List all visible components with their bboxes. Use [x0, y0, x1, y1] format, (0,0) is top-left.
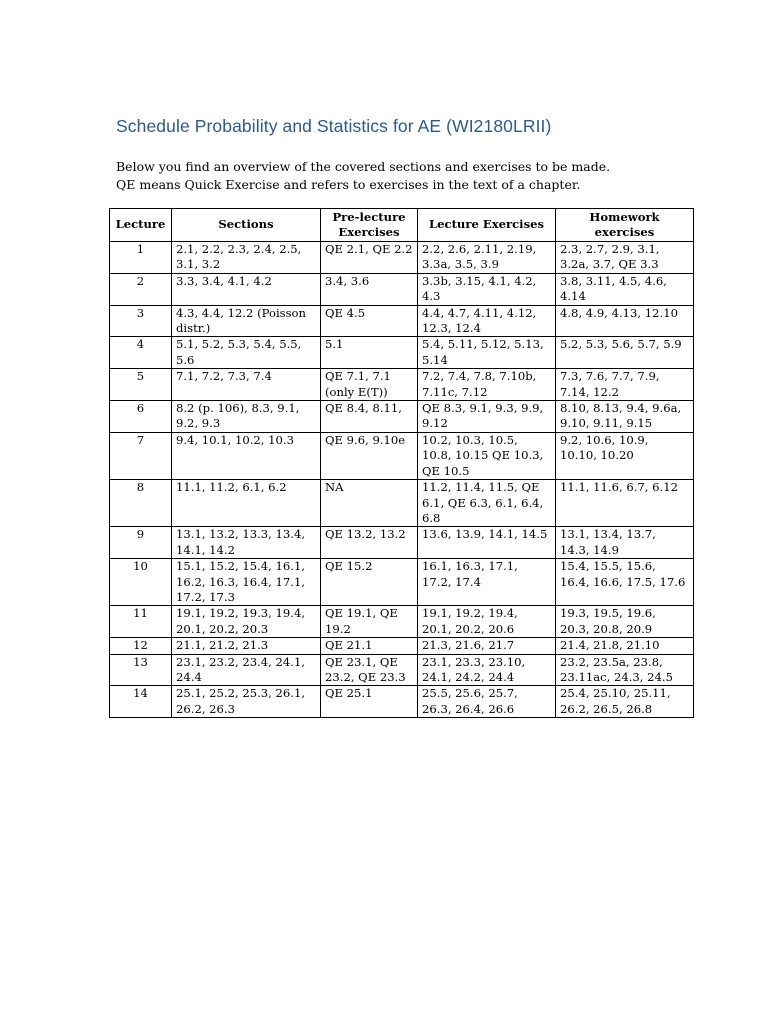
header-sections: Sections — [172, 209, 321, 242]
table-row — [110, 401, 694, 433]
header-homework-exercises: Homework exercises — [556, 209, 694, 242]
cell-lecture-exercises: 23.1, 23.3, 23.10, 24.1, 24.2, 24.4 — [418, 654, 556, 686]
cell-sections: 25.1, 25.2, 25.3, 26.1, 26.2, 26.3 — [172, 686, 321, 718]
cell-lecture: 13 — [110, 654, 172, 686]
cell-pre-lecture-exercises: QE 8.4, 8.11, — [321, 401, 418, 433]
cell-homework-exercises: 21.4, 21.8, 21.10 — [556, 638, 694, 654]
cell-homework-exercises: 15.4, 15.5, 15.6, 16.4, 16.6, 17.5, 17.6 — [556, 559, 694, 606]
cell-homework-exercises: 4.8, 4.9, 4.13, 12.10 — [556, 305, 694, 337]
schedule-table-body — [110, 242, 694, 718]
cell-lecture-exercises: 4.4, 4.7, 4.11, 4.12, 12.3, 12.4 — [418, 305, 556, 337]
cell-lecture: 8 — [110, 480, 172, 527]
cell-lecture-exercises: 7.2, 7.4, 7.8, 7.10b, 7.11c, 7.12 — [418, 369, 556, 401]
table-row — [110, 369, 694, 401]
table-row — [110, 337, 694, 369]
cell-pre-lecture-exercises: QE 13.2, 13.2 — [321, 527, 418, 559]
cell-lecture-exercises: 25.5, 25.6, 25.7, 26.3, 26.4, 26.6 — [418, 686, 556, 718]
cell-sections: 13.1, 13.2, 13.3, 13.4, 14.1, 14.2 — [172, 527, 321, 559]
cell-lecture: 3 — [110, 305, 172, 337]
cell-lecture-exercises: 16.1, 16.3, 17.1, 17.2, 17.4 — [418, 559, 556, 606]
table-row — [110, 559, 694, 606]
table-row — [110, 273, 694, 305]
cell-homework-exercises: 11.1, 11.6, 6.7, 6.12 — [556, 480, 694, 527]
cell-homework-exercises: 23.2, 23.5a, 23.8, 23.11ac, 24.3, 24.5 — [556, 654, 694, 686]
cell-sections: 21.1, 21.2, 21.3 — [172, 638, 321, 654]
header-lecture-exercises: Lecture Exercises — [418, 209, 556, 242]
cell-lecture-exercises: 11.2, 11.4, 11.5, QE 6.1, QE 6.3, 6.1, 6.4, 6.8 — [418, 480, 556, 527]
cell-homework-exercises: 7.3, 7.6, 7.7, 7.9, 7.14, 12.2 — [556, 369, 694, 401]
cell-pre-lecture-exercises: QE 23.1, QE 23.2, QE 23.3 — [321, 654, 418, 686]
table-row — [110, 606, 694, 638]
cell-lecture-exercises: 21.3, 21.6, 21.7 — [418, 638, 556, 654]
cell-lecture: 5 — [110, 369, 172, 401]
cell-lecture: 7 — [110, 432, 172, 479]
cell-lecture: 12 — [110, 638, 172, 654]
schedule-table — [109, 208, 694, 718]
cell-homework-exercises: 9.2, 10.6, 10.9, 10.10, 10.20 — [556, 432, 694, 479]
cell-pre-lecture-exercises: NA — [321, 480, 418, 527]
cell-lecture: 6 — [110, 401, 172, 433]
cell-lecture-exercises: 3.3b, 3.15, 4.1, 4.2, 4.3 — [418, 273, 556, 305]
cell-lecture-exercises: QE 8.3, 9.1, 9.3, 9.9, 9.12 — [418, 401, 556, 433]
cell-homework-exercises: 2.3, 2.7, 2.9, 3.1, 3.2a, 3.7, QE 3.3 — [556, 242, 694, 274]
cell-sections: 8.2 (p. 106), 8.3, 9.1, 9.2, 9.3 — [172, 401, 321, 433]
cell-lecture: 11 — [110, 606, 172, 638]
table-row — [110, 654, 694, 686]
cell-pre-lecture-exercises: 5.1 — [321, 337, 418, 369]
cell-pre-lecture-exercises: QE 2.1, QE 2.2 — [321, 242, 418, 274]
header-lecture: Lecture — [110, 209, 172, 242]
table-row — [110, 638, 694, 654]
cell-lecture-exercises: 2.2, 2.6, 2.11, 2.19, 3.3a, 3.5, 3.9 — [418, 242, 556, 274]
table-row — [110, 432, 694, 479]
table-row — [110, 242, 694, 274]
cell-pre-lecture-exercises: QE 7.1, 7.1 (only E(T)) — [321, 369, 418, 401]
table-row — [110, 527, 694, 559]
cell-pre-lecture-exercises: QE 15.2 — [321, 559, 418, 606]
cell-lecture-exercises: 19.1, 19.2, 19.4, 20.1, 20.2, 20.6 — [418, 606, 556, 638]
header-pre-lecture-exercises: Pre-lecture Exercises — [321, 209, 418, 242]
cell-sections: 7.1, 7.2, 7.3, 7.4 — [172, 369, 321, 401]
cell-pre-lecture-exercises: QE 19.1, QE 19.2 — [321, 606, 418, 638]
cell-pre-lecture-exercises: QE 4.5 — [321, 305, 418, 337]
cell-lecture: 2 — [110, 273, 172, 305]
cell-sections: 5.1, 5.2, 5.3, 5.4, 5.5, 5.6 — [172, 337, 321, 369]
cell-sections: 19.1, 19.2, 19.3, 19.4, 20.1, 20.2, 20.3 — [172, 606, 321, 638]
cell-pre-lecture-exercises: QE 21.1 — [321, 638, 418, 654]
cell-homework-exercises: 8.10, 8.13, 9.4, 9.6a, 9.10, 9.11, 9.15 — [556, 401, 694, 433]
intro-line: Below you find an overview of the covered sections and exercises to be made. — [116, 159, 611, 174]
cell-lecture-exercises: 5.4, 5.11, 5.12, 5.13, 5.14 — [418, 337, 556, 369]
cell-homework-exercises: 19.3, 19.5, 19.6, 20.3, 20.8, 20.9 — [556, 606, 694, 638]
cell-lecture: 10 — [110, 559, 172, 606]
cell-pre-lecture-exercises: 3.4, 3.6 — [321, 273, 418, 305]
cell-pre-lecture-exercises: QE 9.6, 9.10e — [321, 432, 418, 479]
cell-homework-exercises: 5.2, 5.3, 5.6, 5.7, 5.9 — [556, 337, 694, 369]
intro-line: QE means Quick Exercise and refers to exercises in the text of a chapter. — [116, 177, 581, 192]
cell-lecture: 14 — [110, 686, 172, 718]
cell-pre-lecture-exercises: QE 25.1 — [321, 686, 418, 718]
cell-sections: 4.3, 4.4, 12.2 (Poisson distr.) — [172, 305, 321, 337]
table-row — [110, 480, 694, 527]
cell-lecture: 4 — [110, 337, 172, 369]
intro-text — [116, 158, 610, 194]
cell-sections: 23.1, 23.2, 23.4, 24.1, 24.4 — [172, 654, 321, 686]
cell-homework-exercises: 25.4, 25.10, 25.11, 26.2, 26.5, 26.8 — [556, 686, 694, 718]
cell-homework-exercises: 3.8, 3.11, 4.5, 4.6, 4.14 — [556, 273, 694, 305]
cell-sections: 15.1, 15.2, 15.4, 16.1, 16.2, 16.3, 16.4, 17.1, 17.2, 17.3 — [172, 559, 321, 606]
cell-sections: 2.1, 2.2, 2.3, 2.4, 2.5, 3.1, 3.2 — [172, 242, 321, 274]
cell-sections: 9.4, 10.1, 10.2, 10.3 — [172, 432, 321, 479]
cell-sections: 3.3, 3.4, 4.1, 4.2 — [172, 273, 321, 305]
table-row — [110, 686, 694, 718]
cell-lecture-exercises: 13.6, 13.9, 14.1, 14.5 — [418, 527, 556, 559]
table-header-row — [110, 209, 694, 242]
cell-lecture-exercises: 10.2, 10.3, 10.5, 10.8, 10.15 QE 10.3, QE 10.5 — [418, 432, 556, 479]
cell-sections: 11.1, 11.2, 6.1, 6.2 — [172, 480, 321, 527]
cell-lecture: 9 — [110, 527, 172, 559]
page-title: Schedule Probability and Statistics for AE (WI2180LRII) — [116, 116, 552, 136]
table-row — [110, 305, 694, 337]
cell-lecture: 1 — [110, 242, 172, 274]
cell-homework-exercises: 13.1, 13.4, 13.7, 14.3, 14.9 — [556, 527, 694, 559]
